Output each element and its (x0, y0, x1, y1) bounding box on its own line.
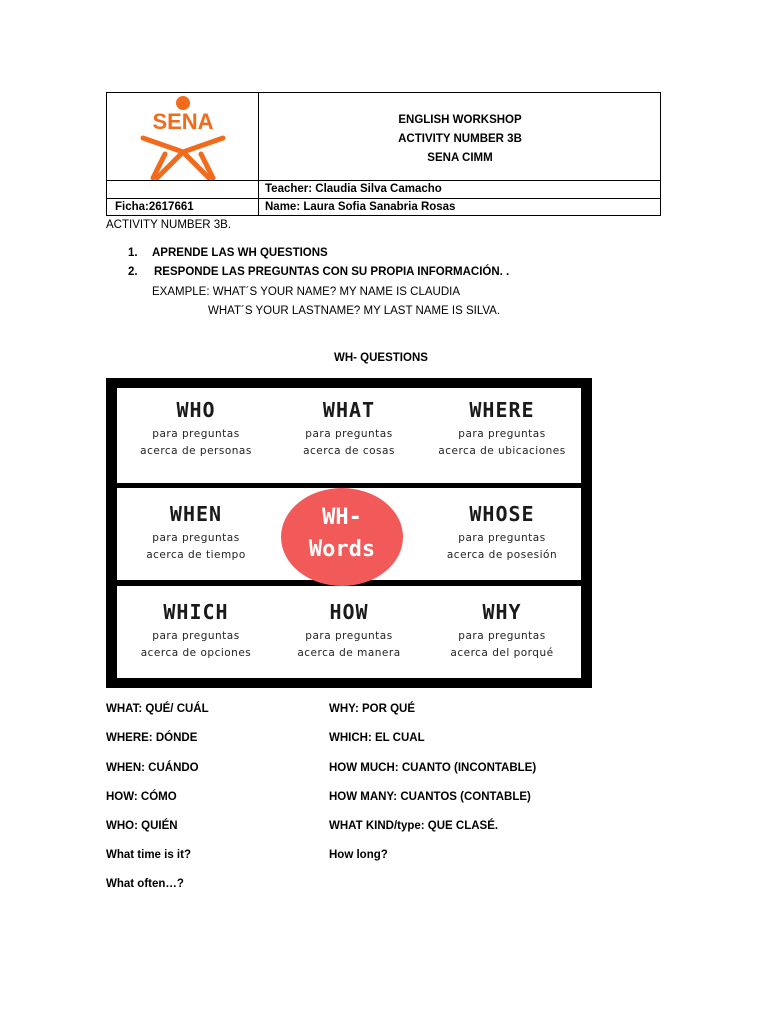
translation-item: HOW MUCH: CUANTO (INCONTABLE) (329, 762, 537, 774)
ficha-field: Ficha:2617661 (115, 201, 194, 213)
title-line: SENA CIMM (427, 152, 493, 164)
wh-desc: para preguntas (152, 630, 240, 642)
list-number: 2. (128, 266, 138, 278)
wh-desc: acerca de ubicaciones (438, 445, 566, 457)
example-line-1: EXAMPLE: WHAT´S YOUR NAME? MY NAME IS CLAUDIA (152, 286, 461, 298)
wh-cell-who (119, 398, 273, 460)
wh-word: WHICH (163, 600, 229, 624)
wh-desc: acerca de manera (297, 647, 401, 659)
wh-desc: para preguntas (305, 630, 393, 642)
wh-desc: acerca del porqué (450, 647, 554, 659)
wh-cell-when (119, 502, 273, 564)
wh-desc: acerca de opciones (140, 647, 252, 659)
translation-item: What time is it? (106, 849, 191, 861)
wh-cell-what (272, 398, 426, 460)
translation-item: HOW MANY: CUANTOS (CONTABLE) (329, 791, 531, 803)
translation-item: HOW: CÓMO (106, 791, 177, 803)
title-line: ACTIVITY NUMBER 3B (398, 133, 522, 145)
wh-desc: para preguntas (458, 428, 546, 440)
teacher-field: Teacher: Claudia Silva Camacho (265, 183, 442, 195)
instruction-2: RESPONDE LAS PREGUNTAS CON SU PROPIA INFORMACIÓN. . (154, 266, 510, 278)
wh-word: WHAT (322, 398, 376, 422)
wh-desc: acerca de posesión (446, 549, 558, 561)
sena-logo (135, 94, 231, 180)
wh-desc: acerca de cosas (303, 445, 395, 457)
wh-desc: para preguntas (152, 532, 240, 544)
translation-item: WHAT KIND/type: QUE CLASÉ. (329, 820, 499, 832)
wh-cell-whose (425, 502, 579, 564)
wh-words-badge (281, 488, 403, 586)
instruction-1: APRENDE LAS WH QUESTIONS (152, 247, 328, 259)
wh-desc: para preguntas (305, 428, 393, 440)
wh-desc: para preguntas (152, 428, 240, 440)
translation-item: What often…? (106, 878, 184, 890)
wh-word: HOW (329, 600, 369, 624)
wh-cell-why (425, 600, 579, 662)
badge-text (281, 502, 403, 566)
wh-row-1 (117, 388, 581, 483)
header-table (106, 92, 661, 216)
wh-desc: acerca de personas (140, 445, 252, 457)
wh-desc: para preguntas (458, 532, 546, 544)
activity-label: ACTIVITY NUMBER 3B. (106, 219, 232, 231)
wh-cell-which (119, 600, 273, 662)
translation-item: WHAT: QUÉ/ CUÁL (106, 703, 209, 715)
badge-line: Words (308, 537, 376, 562)
translation-item: WHO: QUIÉN (106, 820, 178, 832)
wh-cell-how (272, 600, 426, 662)
badge-line: WH- (322, 505, 362, 530)
name-field: Name: Laura Sofia Sanabria Rosas (265, 201, 456, 213)
wh-cell-where (425, 398, 579, 460)
header-title (259, 111, 661, 168)
wh-words-panel (106, 378, 592, 688)
translation-item: How long? (329, 849, 388, 861)
translation-item: WHERE: DÓNDE (106, 732, 198, 744)
translation-item: WHEN: CUÁNDO (106, 762, 199, 774)
wh-row-3 (117, 586, 581, 678)
translation-item: WHY: POR QUÉ (329, 703, 416, 715)
wh-word: WHO (176, 398, 216, 422)
logo-text: SENA (152, 109, 214, 134)
wh-desc: acerca de tiempo (146, 549, 246, 561)
wh-word: WHEN (169, 502, 223, 526)
wh-word: WHY (482, 600, 522, 624)
example-line-2: WHAT´S YOUR LASTNAME? MY LAST NAME IS SILVA. (208, 305, 501, 317)
title-line: ENGLISH WORKSHOP (398, 114, 522, 126)
translation-item: WHICH: EL CUAL (329, 732, 425, 744)
wh-word: WHERE (469, 398, 535, 422)
section-title: WH- QUESTIONS (334, 352, 428, 364)
wh-word: WHOSE (469, 502, 535, 526)
list-number: 1. (128, 247, 138, 259)
wh-desc: para preguntas (458, 630, 546, 642)
